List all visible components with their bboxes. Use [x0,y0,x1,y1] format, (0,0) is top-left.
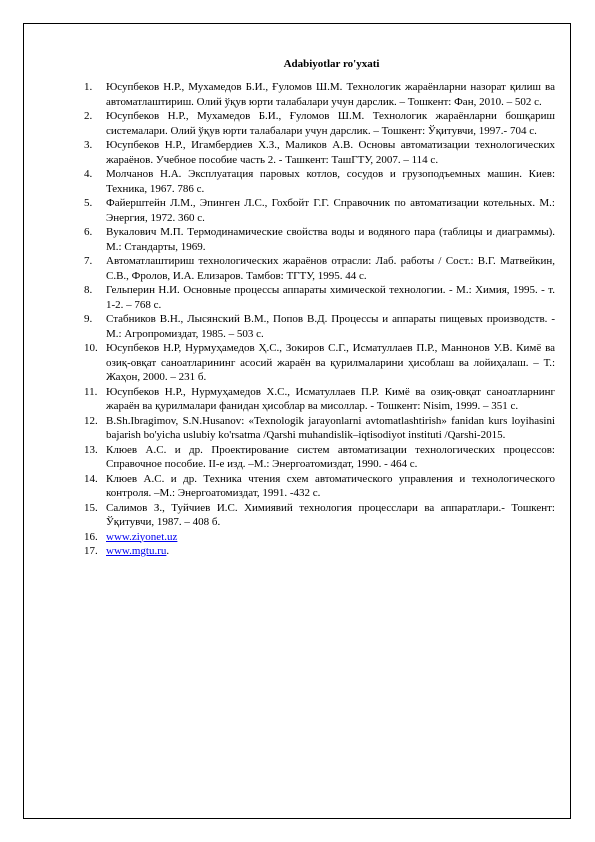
document-content [84,57,555,559]
list-item-text: B.Sh.Ibragimov, S.N.Husanov: «Texnologik jarayonlarni avtomatlashtirish» fanidan kurs loyihasini bajarish bo'yicha uslubiy ko'rsatma /Qarshi muhandislik–iqtisodiyot instituti /Qarshi-2015. [106,414,555,441]
list-item-text: Юсупбеков Н.Р., Мухамедов Б.И., Ғуломов Ш.М. Технологик жараёнларни бошқариш системалари. Олий ўқув юрти талабалари учун дарслик. – Тошкент: Ўқитувчи, 1997.- 704 с. [106,110,555,137]
list-item-number: 9. [84,313,93,325]
list-item-number: 14. [84,472,98,485]
list-item-text: Юсупбеков Н.Р, Нурмуҳамедов Ҳ.С., Зокиров С.Г., Исматуллаев П.Р., Маннонов У.В. Кимё ва озиқ-овқат саноатларининг асосий жараён ва қурилмаларини ҳисоблаш ва лойиҳалаш. – Т.: Жаҳон, 2000. – 231 б. [106,342,555,383]
list-item-text: Юсупбеков Н.Р., Игамбердиев Х.З., Маликов А.В. Основы автоматизации технологических жараёнов. Учебное пособие часть 2. - Ташкент: ТашГТУ, 2007. – 114 с. [106,139,555,166]
list-item [84,225,555,254]
list-item-number: 8. [84,284,93,296]
list-item [84,196,555,225]
list-item-number: 4. [84,168,93,180]
list-item-text: Молчанов Н.А. Эксплуатация паровых котлов, сосудов и грузоподъемных машин. Киев: Техника, 1967. 786 с. [106,168,555,195]
list-item [84,109,555,138]
list-item-text: Салимов З., Туйчиев И.С. Химиявий технология процесслари ва аппаратлари.- Тошкент: Ўқитувчи, 1987. – 408 б. [106,501,555,528]
link-ziyonet[interactable]: www.ziyonet.uz [106,530,178,543]
list-item [84,501,555,530]
reference-list [84,80,555,559]
list-item [84,414,555,443]
list-item-number: 13. [84,443,98,456]
list-item [84,544,555,559]
list-item [84,312,555,341]
list-item-text: Юсупбеков Н.Р., Мухамедов Б.И., Ғуломов Ш.М. Технологик жараёнларни назорат қилиш ва автоматлаштириш. Олий ўқув юрти талабалари учун дарслик. – Тошкент: Фан, 2010. – 502 с. [106,81,555,108]
list-item [84,283,555,312]
list-item-number: 6. [84,226,93,238]
list-item-text: Стабников В.Н., Лысянский В.М., Попов В.Д. Процессы и аппараты пищевых производств. - М.: Агропромиздат, 1985. – 503 с. [106,313,555,340]
list-item-text: Клюев А.С. и др. Техника чтения схем автоматического управления и технологического контроля. –М.: Энергоатомиздат, 1991. -432 с. [106,472,555,499]
list-item-number: 11. [84,385,98,398]
list-item [84,530,555,545]
link-suffix: . [166,545,170,557]
list-item [84,167,555,196]
list-item [84,138,555,167]
list-item [84,385,555,414]
list-item [84,254,555,283]
list-item-number: 16. [84,530,98,543]
list-item-number: 7. [84,255,93,267]
page-title: Adabiyotlar ro'yxati [283,58,380,70]
list-item-number: 15. [84,501,98,514]
list-item-text: Клюев А.С. и др. Проектирование систем автоматизации технологических процессов: Справочное пособие. II-е изд. –М.: Энергоатомиздат, 1990. - 464 с. [106,443,555,470]
list-item-number: 1. [84,81,93,93]
list-item-number: 10. [84,342,98,354]
list-item [84,472,555,501]
list-item-text: Гельперин Н.И. Основные процессы аппараты химической технологии. - М.: Химия, 1995. - т. 1-2. – 768 с. [106,284,555,311]
link-mgtu[interactable]: www.mgtu.ru [106,545,167,557]
list-item [84,443,555,472]
list-item-number: 12. [84,414,98,427]
list-item [84,80,555,109]
list-item-number: 17. [84,545,98,557]
list-item-text: Вукалович М.П. Термодинамические свойства воды и водяного пара (таблицы и диаграммы). М.: Стандарты, 1969. [106,226,555,253]
list-item-number: 5. [84,197,93,209]
list-item [84,341,555,385]
list-item-text: Юсупбеков Н.Р., Нурмуҳамедов Х.С., Исматуллаев П.Р. Кимё ва озиқ-овқат саноатларнинг жараён ва қурилмалари фанидан ҳисоблар ва мисоллар. - Тошкент: Nisim, 1999. – 351 с. [106,385,555,412]
list-item-number: 3. [84,139,93,151]
list-item-text: Автоматлаштириш технологических жараёнов отрасли: Лаб. работы / Сост.: В.Г. Матвейкин, С.В., Фролов, И.А. Елизаров. Тамбов: ТГТУ, 1995. 44 с. [106,255,555,282]
list-item-number: 2. [84,110,93,122]
list-item-text: Файерштейн Л.М., Эпинген Л.С., Гохбойт Г.Г. Справочник по автоматизации котельных. М.: Энергия, 1972. 360 с. [106,197,555,224]
